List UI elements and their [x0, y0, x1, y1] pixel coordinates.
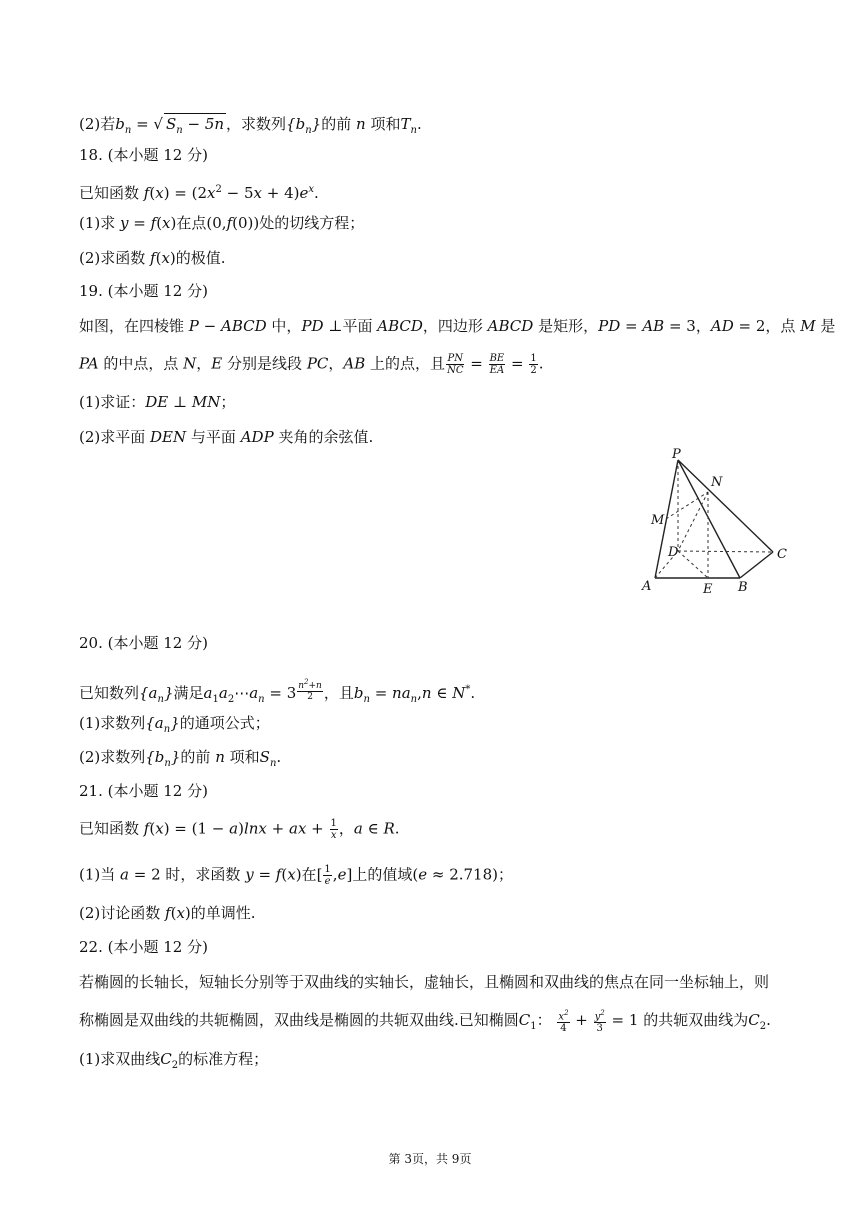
- p19-q1: (1)求证：DE ⊥ MN；: [79, 393, 236, 411]
- label-a: A: [642, 579, 652, 594]
- p19-line1: 如图，在四棱锥 P − ABCD 中，PD ⊥平面 ABCD，四边形 ABCD 是矩形，PD = AB = 3，AD = 2，点 M 是: [79, 317, 836, 335]
- p20-intro: 已知数列$\{a_n\}$满足$a_1a_2\cdots a_n = 3$ $^{\frac{n^2+n}{2}}$ ，且$b_n = na_n,n$ ∈ N*.: [79, 678, 476, 705]
- p22-line2: 称椭圆是双曲线的共轭椭圆，双曲线是椭圆的共轭双曲线.已知椭圆$C_1$： $\frac{x^2}{4}$ + $\frac{y^2}{3}$ = 1 的共轭双曲线为$C_2$.: [79, 1009, 771, 1035]
- label-p: P: [672, 448, 681, 462]
- problem-20-header: 20. (本小题 12 分): [79, 634, 208, 652]
- p19-q2: (2)求平面 DEN 与平面 ADP 夹角的余弦值.: [79, 428, 374, 446]
- problem-22-header: 22. (本小题 12 分): [79, 938, 208, 956]
- problem-19-header: 19. (本小题 12 分): [79, 282, 208, 300]
- p21-intro: 已知函数 f(x) = (1 − a)lnx + ax + $\frac{1}{x}$ ，a ∈ R.: [79, 818, 400, 841]
- label-b: B: [738, 580, 748, 595]
- label-n: N: [711, 475, 723, 490]
- p22-line1: 若椭圆的长轴长，短轴长分别等于双曲线的实轴长，虚轴长，且椭圆和双曲线的焦点在同一坐标轴上，则: [79, 973, 770, 991]
- p18-intro: 已知函数 $f(x) = (2x^2 - 5x + 4)e^x$.: [79, 184, 319, 202]
- p20-q1: (1)求数列$\{a_n\}$的通项公式；: [79, 714, 270, 735]
- label-e: E: [703, 582, 713, 597]
- p18-q1: (1)求 y = f(x)在点(0,f(0))处的切线方程；: [79, 214, 365, 232]
- p22-q1: (1)求双曲线$C_2$的标准方程；: [79, 1050, 269, 1071]
- p18-q2: (2)求函数 f(x)的极值.: [79, 249, 226, 267]
- problem-18-header: 18. (本小题 12 分): [79, 146, 208, 164]
- pyramid-figure: [630, 448, 800, 603]
- p21-q2: (2)讨论函数 f(x)的单调性.: [79, 904, 256, 922]
- p17-part2: (2)若$b_n$ = √ $S_n - 5n$ ，求数列$\{b_n\}$的前 n 项和$T_n$.: [79, 113, 422, 141]
- p21-q1: (1)当 a = 2 时，求函数 y = f(x)在[ $\frac{1}{e}$ ,e]上的值域(e ≈ 2.718)；: [79, 864, 513, 887]
- page-footer: 第 3页，共 9页: [388, 1152, 472, 1166]
- label-m: M: [651, 513, 665, 528]
- label-d: D: [668, 545, 679, 560]
- label-c: C: [777, 547, 787, 562]
- p19-line2: PA 的中点，点 N，E 分别是线段 PC，AB 上的点，且 $\frac{PN}{NC}$ = $\frac{BE}{EA}$ = $\frac{1}{2}$ .: [79, 353, 544, 376]
- problem-21-header: 21. (本小题 12 分): [79, 782, 208, 800]
- p20-q2: (2)求数列$\{b_n\}$的前 n 项和$S_n$.: [79, 748, 282, 769]
